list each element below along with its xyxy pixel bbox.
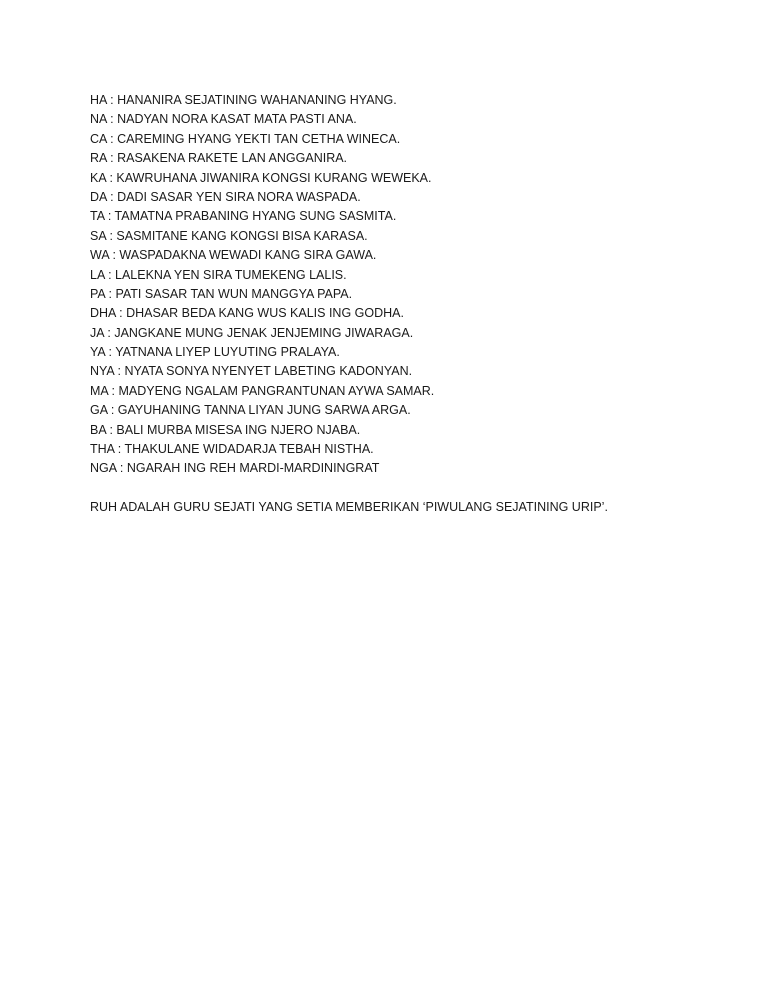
aksara-line-dha: DHA : DHASAR BEDA KANG WUS KALIS ING GODHA. xyxy=(90,306,404,321)
aksara-line-ka: KA : KAWRUHANA JIWANIRA KONGSI KURANG WEWEKA. xyxy=(90,170,432,185)
aksara-line-ha: HA : HANANIRA SEJATINING WAHANANING HYANG. xyxy=(90,93,397,107)
aksara-line-na: NA : NADYAN NORA KASAT MATA PASTI ANA. xyxy=(90,112,357,127)
aksara-line-la: LA : LALEKNA YEN SIRA TUMEKENG LALIS. xyxy=(90,267,347,282)
aksara-line-ta: TA : TAMATNA PRABANING HYANG SUNG SASMITA. xyxy=(90,209,397,224)
aksara-line-wa: WA : WASPADAKNA WEWADI KANG SIRA GAWA. xyxy=(90,248,377,263)
aksara-line-nya: NYA : NYATA SONYA NYENYET LABETING KADONYAN. xyxy=(90,364,413,379)
aksara-line-ya: YA : YATNANA LIYEP LUYUTING PRALAYA. xyxy=(90,345,340,360)
closing-statement: RUH ADALAH GURU SEJATI YANG SETIA MEMBERIKAN ‘PIWULANG SEJATINING URIP’. xyxy=(90,499,608,514)
aksara-line-ba: BA : BALI MURBA MISESA ING NJERO NJABA. xyxy=(90,422,361,437)
aksara-line-ja: JA : JANGKANE MUNG JENAK JENJEMING JIWARAGA. xyxy=(90,325,414,340)
aksara-line-nga: NGA : NGARAH ING REH MARDI-MARDININGRAT xyxy=(90,461,380,476)
aksara-line-sa: SA : SASMITANE KANG KONGSI BISA KARASA. xyxy=(90,228,368,243)
aksara-line-ga: GA : GAYUHANING TANNA LIYAN JUNG SARWA ARGA. xyxy=(90,403,411,418)
aksara-line-tha: THA : THAKULANE WIDADARJA TEBAH NISTHA. xyxy=(90,442,374,457)
aksara-line-ra: RA : RASAKENA RAKETE LAN ANGGANIRA. xyxy=(90,151,348,166)
aksara-line-ma: MA : MADYENG NGALAM PANGRANTUNAN AYWA SAMAR. xyxy=(90,383,435,398)
aksara-line-ca: CA : CAREMING HYANG YEKTI TAN CETHA WINECA. xyxy=(90,131,401,146)
document-page xyxy=(90,91,730,517)
aksara-line-pa: PA : PATI SASAR TAN WUN MANGGYA PAPA. xyxy=(90,286,353,301)
aksara-list xyxy=(90,91,730,479)
aksara-line-da: DA : DADI SASAR YEN SIRA NORA WASPADA. xyxy=(90,189,361,204)
